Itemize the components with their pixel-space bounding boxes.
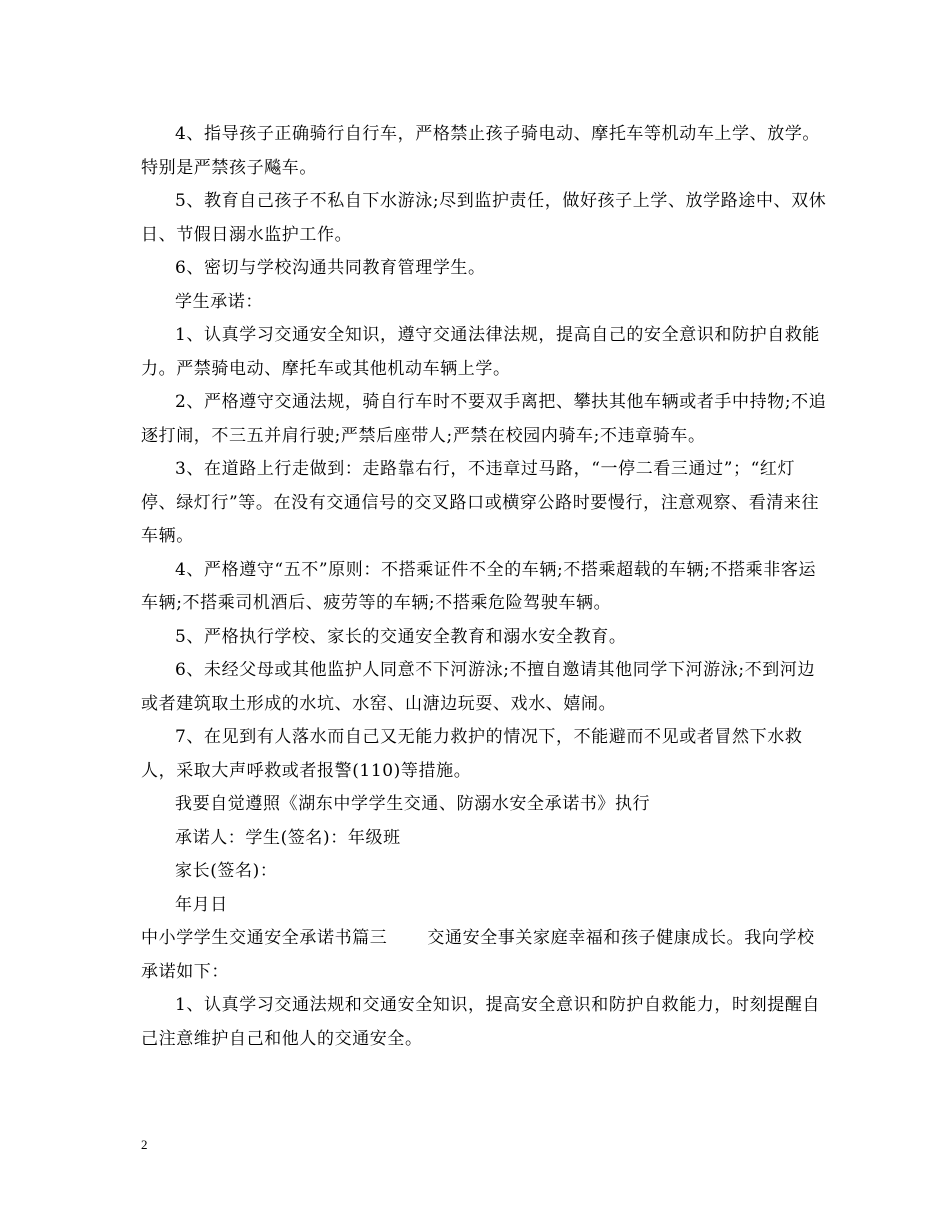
student-pledge-item-3: 3、在道路上行走做到：走路靠右行，不违章过马路，“一停二看三通过”；“红灯停、绿灯行”等。在没有交通信号的交叉路口或横穿公路时要慢行，注意观察、看清来往车辆。: [141, 459, 820, 546]
student-pledge-item-7: 7、在见到有人落水而自己又无能力救护的情况下，不能避而不见或者冒然下水救人，采取大声呼救或者报警(110)等措施。: [141, 727, 803, 781]
compliance-statement: 我要自觉遵照《湖东中学学生交通、防溺水安全承诺书》执行: [175, 794, 651, 814]
student-pledge-item-6: 6、未经父母或其他监护人同意不下河游泳;不擅自邀请其他同学下河游泳;不到河边或者建筑取土形成的水坑、水窑、山溏边玩耍、戏水、嬉闹。: [141, 660, 816, 714]
section-three-item-1: 1、认真学习交通法规和交通安全知识，提高安全意识和防护自救能力，时刻提醒自己注意维护自己和他人的交通安全。: [141, 995, 821, 1049]
page-number: 2: [141, 1137, 148, 1152]
parent-signature-line: 家长(签名)：: [175, 861, 278, 881]
student-pledge-item-2: 2、严格遵守交通法规，骑自行车时不要双手离把、攀扶其他车辆或者手中持物;不追逐打闹，不三五并肩行驶;严禁后座带人;严禁在校园内骑车;不违章骑车。: [141, 392, 827, 446]
section-intro: 交通安全事关家庭幸福和孩子健康成长。我向学校承诺如下：: [141, 928, 815, 982]
date-line: 年月日: [175, 894, 228, 915]
student-pledge-item-1: 1、认真学习交通安全知识，遵守交通法律法规，提高自己的安全意识和防护自救能力。严禁骑电动、摩托车或其他机动车辆上学。: [141, 325, 821, 379]
section-heading: 中小学学生交通安全承诺书篇三: [141, 928, 388, 948]
parent-pledge-item-5: 5、教育自己孩子不私自下水游泳;尽到监护责任，做好孩子上学、放学路途中、双休日、节假日溺水监护工作。: [141, 191, 827, 245]
section-three-paragraph: [141, 922, 827, 989]
document-body: [141, 118, 827, 1056]
student-pledge-heading: 学生承诺：: [175, 291, 263, 312]
parent-pledge-item-4: 4、指导孩子正确骑行自行车，严格禁止孩子骑电动、摩托车等机动车上学、放学。特别是严禁孩子飚车。: [141, 124, 821, 178]
student-pledge-item-5: 5、严格执行学校、家长的交通安全教育和溺水安全教育。: [175, 626, 627, 647]
parent-pledge-item-6: 6、密切与学校沟通共同教育管理学生。: [175, 258, 486, 278]
student-pledge-item-4: 4、严格遵守“五不”原则：不搭乘证件不全的车辆;不搭乘超载的车辆;不搭乘非客运车辆;不搭乘司机酒后、疲劳等的车辆;不搭乘危险驾驶车辆。: [141, 559, 817, 613]
student-signature-line: 承诺人：学生(签名)：年级班: [175, 827, 401, 848]
